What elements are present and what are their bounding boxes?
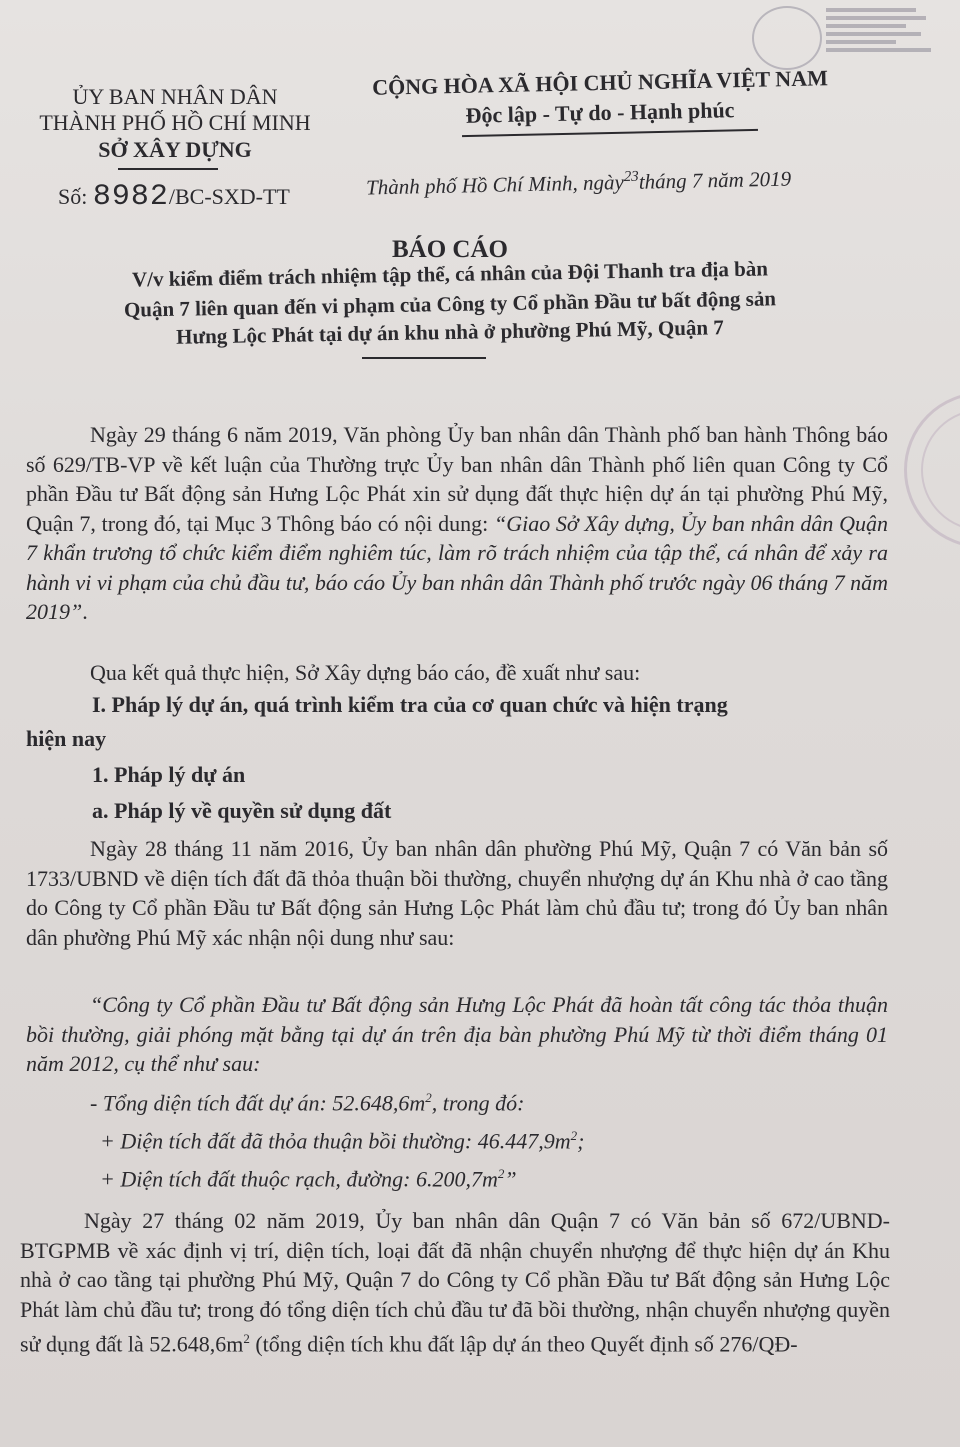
total-area-end: , trong đó: (431, 1090, 525, 1116)
issuer-line3: SỞ XÂY DỰNG (98, 137, 252, 162)
compensated-area-text: + Diện tích đất đã thỏa thuận bồi thường: 46.447,9m (100, 1128, 571, 1154)
date-suffix: tháng 7 năm 2019 (638, 166, 792, 194)
motto-line: Độc lập - Tự do - Hạnh phúc (465, 97, 735, 128)
notice-quote: “Giao Sở Xây dựng, Ủy ban nhân dân Quận 7 khẩn trương tổ chức kiểm điểm nghiêm túc, làm rõ trách nhiệm của tập thể, cá nhân để xảy ra hành vi vi phạm của chủ đầu tư, báo cáo Ủy ban nhân dân Thành phố trước ngày 06 tháng 7 năm 2019” (26, 510, 889, 624)
report-subject-2: Quận 7 liên quan đến vi phạm của Công ty Cổ phần Đầu tư bất động sản (123, 286, 777, 322)
report-subject-3: Hưng Lộc Phát tại dự án khu nhà ở phường Phú Mỹ, Quận 7 (175, 315, 725, 349)
title-underline (362, 357, 486, 359)
so-label: Số: (58, 184, 88, 209)
issuer-underline (118, 168, 218, 170)
section-1-heading: I. Pháp lý dự án, quá trình kiểm tra của cơ quan chức và hiện trạng (92, 692, 728, 717)
so-suffix: /BC-SXD-TT (168, 184, 290, 209)
section-1-heading-cont: hiện nay (26, 726, 107, 751)
quote-total-area (90, 1090, 524, 1116)
doc-number (58, 180, 290, 214)
report-subject-1: V/v kiểm điểm trách nhiệm tập thể, cá nhân của Đội Thanh tra địa bàn (131, 256, 769, 292)
sup-2: 2 (497, 1166, 505, 1181)
so-number: 8982 (92, 180, 169, 214)
subsection-1-heading: 1. Pháp lý dự án (92, 762, 246, 787)
canal-area-end: ” (504, 1166, 517, 1192)
total-area-text: - Tổng diện tích đất dự án: 52.648,6m (90, 1090, 426, 1116)
quote-compensated-area (100, 1128, 584, 1154)
notice-end: . (82, 599, 88, 624)
place-date (366, 166, 792, 201)
sup-2: 2 (425, 1090, 432, 1105)
paragraph-intro: Qua kết quả thực hiện, Sở Xây dựng báo cáo, đề xuất như sau: (90, 660, 641, 685)
paragraph-quote: “Công ty Cổ phần Đầu tư Bất động sản Hưng Lộc Phát đã hoàn tất công tác thỏa thuận bồi thường, giải phóng mặt bằng tại dự án trên địa bàn phường Phú Mỹ từ thời điểm tháng 01 năm 2012, cụ thể như sau: (26, 992, 888, 1076)
report-title: BÁO CÁO (392, 236, 508, 263)
notice-text: Ngày 29 tháng 6 năm 2019, Văn phòng Ủy ban nhân dân Thành phố ban hành Thông báo số 629/TB-VP về kết luận của Thường trực Ủy ban nhân dân Thành phố liên quan Công ty Cổ phần Đầu tư Bất động sản Hưng Lộc Phát xin sử dụng đất thực hiện dự án tại phường Phú Mỹ, Quận 7, trong đó, tại Mục 3 Thông báo có nội dung: (26, 422, 888, 536)
nation-line: CỘNG HÒA XÃ HỘI CHỦ NGHĨA VIỆT NAM (371, 65, 829, 100)
stamp-notes (826, 4, 936, 60)
sup-2: 2 (570, 1128, 578, 1143)
sup-2: 2 (243, 1331, 250, 1346)
motto-underline (462, 129, 758, 137)
compensated-area-end: ; (577, 1128, 585, 1154)
quote-canal-area (100, 1166, 517, 1192)
red-seal (904, 392, 960, 548)
issuer-line2: THÀNH PHỐ HỒ CHÍ MINH (39, 110, 311, 135)
paragraph-notice (26, 420, 888, 627)
date-day: 23 (623, 168, 639, 186)
date-prefix: Thành phố Hồ Chí Minh, ngày (365, 170, 625, 200)
issuer-line1: ỦY BAN NHÂN DÂN (72, 84, 278, 109)
subsection-a-heading: a. Pháp lý về quyền sử dụng đất (92, 798, 392, 823)
district-letter-text: Ngày 27 tháng 02 năm 2019, Ủy ban nhân dân Quận 7 có Văn bản số 672/UBND-BTGPMB về xác định vị trí, diện tích, loại đất đã nhận chuyển nhượng để thực hiện dự án Khu nhà ở cao tầng tại phường Phú Mỹ, Quận 7 do Công ty Cổ phần Đầu tư Bất động sản Hưng Lộc Phát làm chủ đầu tư; trong đó tổng diện tích chủ đầu tư đã bồi thường, nhận chuyển nhượng quyền sử dụng đất là 52.648,6m (20, 1208, 890, 1357)
paragraph-ward-letter: Ngày 28 tháng 11 năm 2016, Ủy ban nhân dân phường Phú Mỹ, Quận 7 có Văn bản số 1733/UBND về diện tích đất đã thỏa thuận bồi thường, chuyển nhượng dự án Khu nhà ở cao tầng do Công ty Cổ phần Đầu tư Bất động sản Hưng Lộc Phát làm chủ đầu tư; trong đó Ủy ban nhân dân phường Phú Mỹ xác nhận nội dung như sau: (26, 836, 888, 950)
received-stamp (752, 6, 822, 70)
paragraph-district-letter (20, 1206, 890, 1359)
canal-area-text: + Diện tích đất thuộc rạch, đường: 6.200,7m (100, 1166, 498, 1192)
district-letter-end: (tổng diện tích khu đất lập dự án theo Quyết định số 276/QĐ- (249, 1331, 798, 1357)
